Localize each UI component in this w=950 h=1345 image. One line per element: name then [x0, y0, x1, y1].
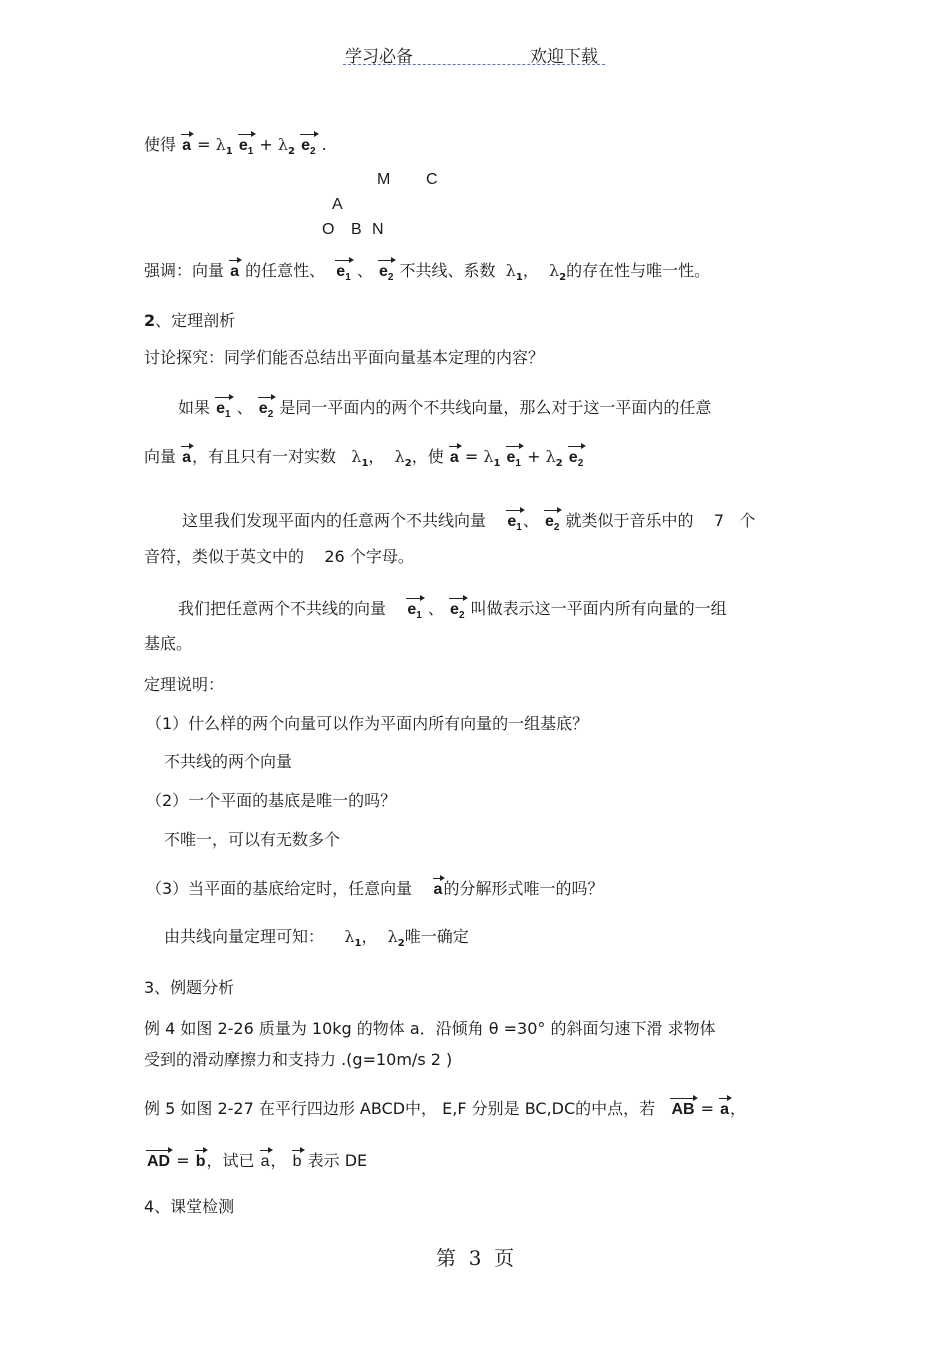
- lambda: λ: [549, 261, 560, 280]
- sep: 、: [522, 511, 539, 530]
- sub: 2: [288, 146, 295, 158]
- sub: 1: [493, 458, 501, 470]
- lambda: λ: [344, 927, 355, 946]
- vector-b: b: [195, 1153, 206, 1170]
- text: 的存在性与唯一性。: [566, 261, 711, 280]
- answer-2: 不唯一，可以有无数多个: [164, 830, 341, 849]
- text: 页: [494, 1246, 515, 1270]
- sep: 、: [356, 261, 373, 280]
- text: 是同一平面内的两个不共线向量，那么对于这一平面内的任意: [279, 398, 712, 417]
- text: ，试已: [206, 1151, 255, 1170]
- sub: 1: [247, 146, 254, 158]
- sub: 1: [515, 458, 521, 470]
- sub: 2: [458, 610, 465, 622]
- text: ，使: [411, 447, 444, 466]
- text: 不共线、系数: [399, 261, 496, 280]
- text: （3）当平面的基底给定时，任意向量: [146, 879, 413, 898]
- sub: 2: [559, 272, 567, 284]
- sub: 1: [354, 938, 362, 950]
- explanation-title: 定理说明：: [144, 675, 225, 694]
- sub: 2: [267, 409, 274, 421]
- lambda: λ: [394, 447, 405, 466]
- sub: 1: [515, 272, 523, 284]
- comma: ，: [361, 927, 378, 946]
- section-2-heading: [144, 308, 235, 331]
- e: e: [568, 449, 578, 466]
- section-title: 、定理剖析: [155, 311, 236, 330]
- text: ，有且只有一对实数: [192, 447, 337, 466]
- text: 例 5 如图 2-27 在平行四边形 ABCD中， E,F 分别是 BC,DC的中点，若: [144, 1099, 656, 1118]
- basis-line-1: [178, 596, 727, 621]
- text: 向量: [144, 447, 177, 466]
- vector-e2: [544, 513, 560, 533]
- sub: 1: [516, 522, 522, 534]
- point-o: O: [322, 221, 335, 238]
- sub: 1: [345, 272, 351, 284]
- vector-e1: [506, 513, 522, 533]
- analogy-line-2: [144, 544, 414, 567]
- point-c: C: [426, 171, 438, 188]
- vector-a: a: [182, 137, 192, 154]
- e: e: [216, 400, 226, 417]
- text: 表示 DE: [307, 1151, 368, 1170]
- vector-ad: AD: [147, 1153, 171, 1170]
- vector-a: a: [449, 449, 459, 466]
- comma: ，: [270, 1151, 287, 1170]
- sub: 2: [555, 458, 563, 470]
- sub: 2: [553, 522, 560, 534]
- header-divider: [343, 64, 605, 65]
- vector-e2: [300, 137, 316, 157]
- text: 音符，类似于英文中的: [144, 547, 305, 566]
- vector-b: b: [292, 1153, 302, 1170]
- question-2: （2）一个平面的基底是唯一的吗？: [146, 791, 397, 810]
- comma: ，: [522, 261, 539, 280]
- section-number: 2: [144, 311, 156, 330]
- question-1: （1）什么样的两个向量可以作为平面内所有向量的一组基底？: [146, 714, 589, 733]
- example-5-line-2: [146, 1148, 367, 1171]
- e: e: [507, 513, 517, 530]
- lambda: λ: [277, 135, 289, 154]
- vector-a: a: [182, 449, 192, 466]
- e: e: [378, 263, 388, 280]
- e: e: [301, 137, 310, 154]
- e: e: [506, 449, 516, 466]
- sub: 1: [361, 458, 369, 470]
- lambda: λ: [545, 447, 556, 466]
- sub: 2: [397, 938, 405, 950]
- header-left: 学习必备: [345, 47, 413, 67]
- lambda: λ: [215, 135, 226, 154]
- vector-e2: [378, 263, 394, 283]
- period: .: [321, 135, 327, 154]
- comma: ，: [730, 1099, 747, 1118]
- equals: =: [700, 1099, 715, 1118]
- plus: +: [527, 447, 541, 466]
- text: 个: [739, 511, 756, 530]
- e: e: [450, 601, 459, 618]
- sub: 1: [225, 146, 233, 158]
- vector-e2: [568, 449, 584, 469]
- e: e: [407, 601, 417, 618]
- sub: 2: [404, 458, 412, 470]
- number: 26: [324, 547, 345, 566]
- text: 由共线向量定理可知：: [164, 927, 325, 946]
- section-3-heading: 3、例题分析: [144, 978, 235, 997]
- sub: 2: [577, 458, 584, 470]
- text: 第: [436, 1246, 456, 1270]
- example-4-line-2: 受到的滑动摩擦力和支持力 .(g=10m/s 2 ): [144, 1050, 453, 1069]
- vector-e2: [258, 400, 274, 420]
- text: 这里我们发现平面内的任意两个不共线向量: [182, 511, 487, 530]
- text: 的任意性、: [245, 261, 326, 280]
- sub: 1: [416, 610, 422, 622]
- basis-line-2: 基底。: [144, 634, 193, 653]
- header-right: 欢迎下载: [530, 47, 598, 67]
- emphasis-line: [144, 258, 710, 283]
- text: 的分解形式唯一的吗？: [443, 879, 604, 898]
- lambda: λ: [483, 447, 494, 466]
- text: 唯一确定: [404, 927, 469, 946]
- vector-a: a: [433, 881, 443, 898]
- text: 叫做表示这一平面内所有向量的一组: [470, 599, 727, 618]
- equals: =: [176, 1151, 190, 1170]
- vector-ab: AB: [671, 1101, 695, 1118]
- number: 3: [468, 1246, 482, 1270]
- answer-3: [164, 924, 469, 949]
- vector-e1: [406, 601, 422, 621]
- e: e: [238, 137, 248, 154]
- equals: =: [464, 447, 479, 466]
- formula-line: [144, 132, 327, 157]
- example-5-line-1: [144, 1096, 746, 1119]
- lambda: λ: [351, 447, 362, 466]
- sep: 、: [236, 398, 253, 417]
- vector-a: a: [720, 1101, 730, 1118]
- example-4-line-1: 例 4 如图 2-26 质量为 10kg 的物体 a．沿倾角 θ =30° 的斜面匀速下滑 求物体: [144, 1019, 716, 1038]
- e: e: [336, 263, 346, 280]
- text: 我们把任意两个不共线的向量: [178, 599, 387, 618]
- page-number: [436, 1242, 514, 1271]
- section-4-heading: 4、课堂检测: [144, 1197, 235, 1216]
- text: 就类似于音乐中的: [565, 511, 694, 530]
- theorem-line-1: [178, 395, 711, 420]
- vector-e1: [215, 400, 231, 420]
- vector-a: a: [230, 263, 240, 280]
- vector-e2: [449, 601, 465, 621]
- lambda: λ: [387, 927, 398, 946]
- analogy-line-1: [182, 508, 755, 533]
- point-n: N: [372, 221, 384, 238]
- sep: 、: [427, 599, 444, 618]
- e: e: [544, 513, 554, 530]
- plus: +: [259, 135, 273, 154]
- sub: 2: [309, 146, 316, 158]
- point-b: B: [351, 221, 362, 238]
- vector-e1: [238, 137, 254, 157]
- vector-e1: [335, 263, 351, 283]
- question-3: [146, 876, 603, 899]
- number: 7: [713, 511, 725, 530]
- equals: =: [197, 135, 211, 154]
- comma: ，: [368, 447, 385, 466]
- point-m: M: [377, 171, 391, 188]
- vector-e1: [506, 449, 522, 469]
- theorem-line-2: [144, 444, 584, 469]
- text: 使得: [144, 135, 177, 154]
- vector-a: a: [260, 1153, 270, 1170]
- text: 强调：向量: [144, 261, 225, 280]
- point-a: A: [332, 196, 343, 213]
- answer-1: 不共线的两个向量: [164, 752, 293, 771]
- e: e: [258, 400, 268, 417]
- discussion-text: 讨论探究：同学们能否总结出平面向量基本定理的内容？: [144, 348, 545, 367]
- text: 个字母。: [349, 547, 414, 566]
- text: 如果: [178, 398, 211, 417]
- lambda: λ: [505, 261, 516, 280]
- sub: 1: [225, 409, 231, 421]
- sub: 2: [387, 272, 394, 284]
